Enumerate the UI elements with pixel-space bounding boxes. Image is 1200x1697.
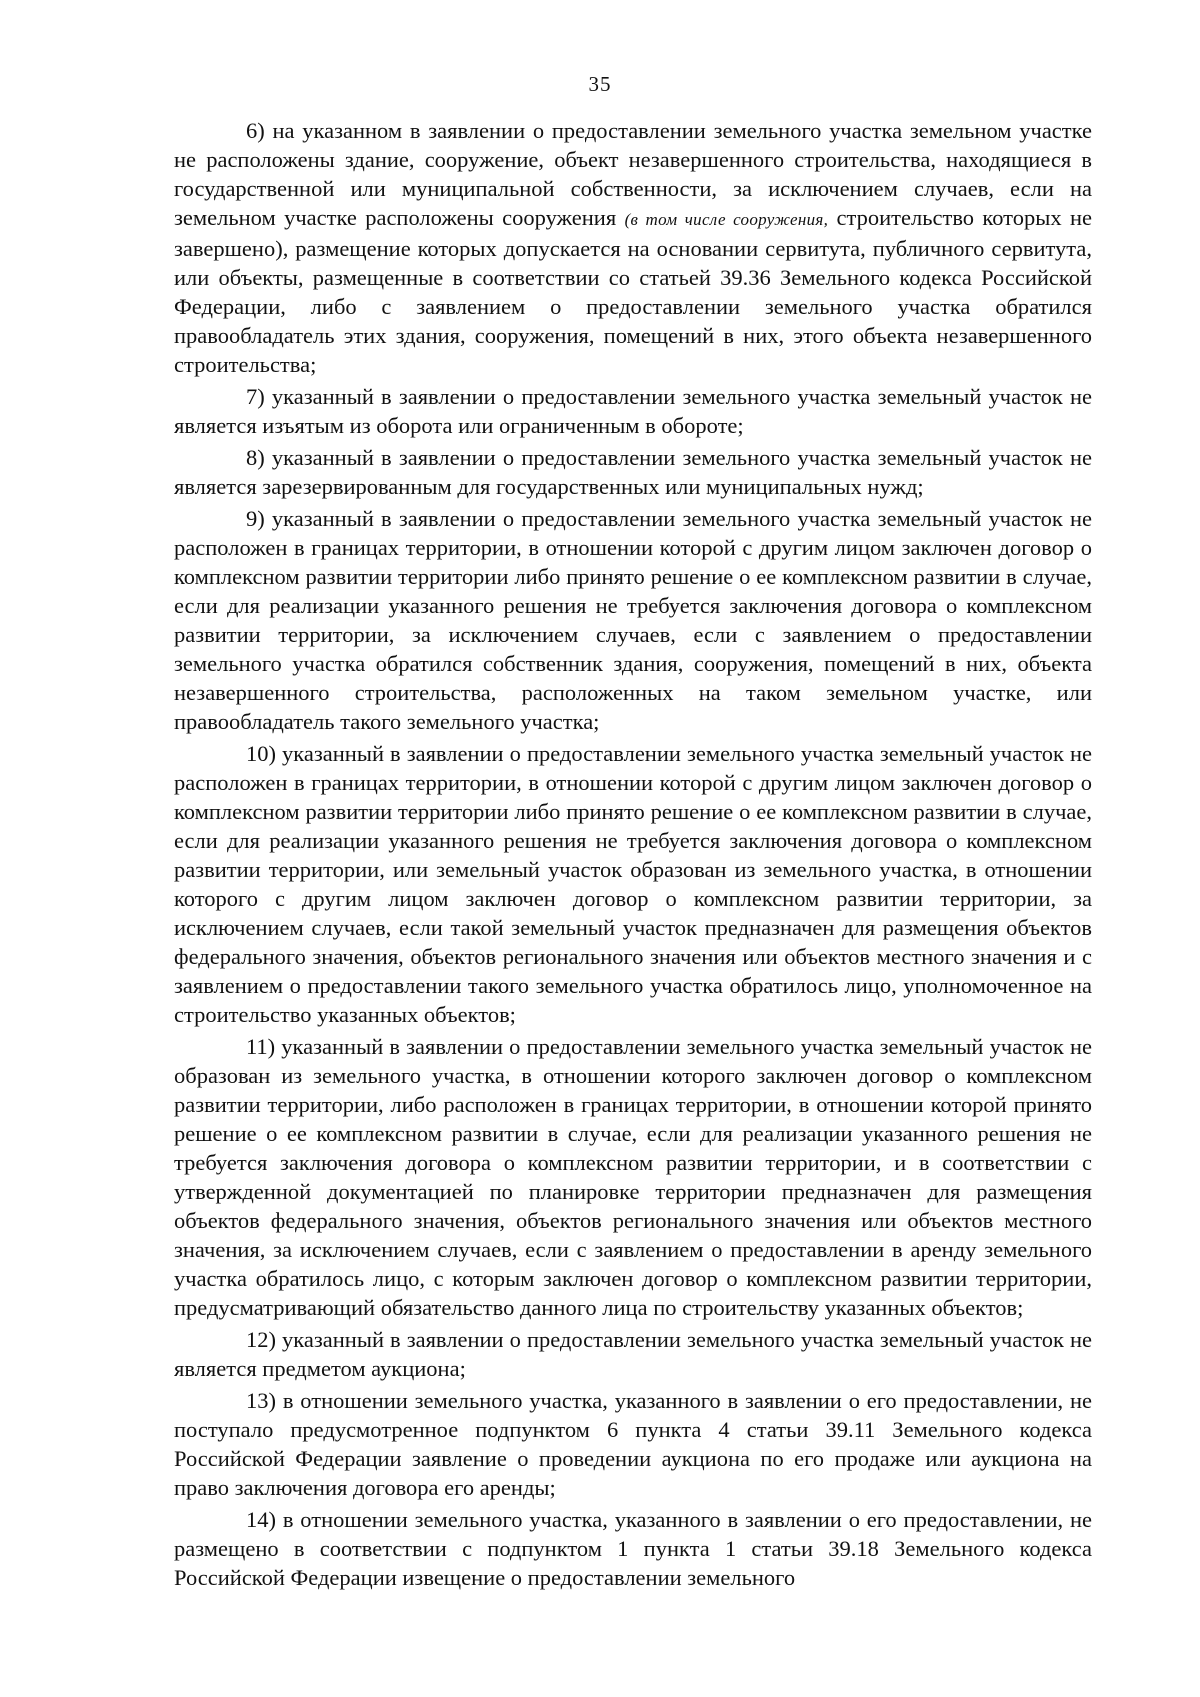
item-text: указанный в заявлении о предоставлении земельного участка земельный участок не расположен в границах территории, в отношении которой с другим лицом заключен договор о комплексном развитии территории либо принято решение о ее комплексном развитии в случае, если для реализации указанного решения не требуется заключения договора о комплексном развитии территории, или земельный участок образован из земельного участка, в отношении которого с другим лицом заключен договор о комплексном развитии территории, за исключением случаев, если такой земельный участок предназначен для размещения объектов федерального значения, объектов регионального значения или объектов местного значения и с заявлением о предоставлении такого земельного участка обратилось лицо, уполномоченное на строительство указанных объектов; (174, 741, 1092, 1027)
item-number: 8) (246, 445, 265, 470)
list-item-11 (174, 1032, 1092, 1322)
item-text-inline-note: (в том числе сооружения, (624, 210, 829, 229)
item-text: в отношении земельного участка, указанного в заявлении о его предоставлении, не размещено в соответствии с подпунктом 1 пункта 1 статьи 39.18 Земельного кодекса Российской Федерации извещение о предоставлении земельного (174, 1507, 1092, 1590)
document-body (174, 116, 1092, 1595)
list-item-7 (174, 382, 1092, 440)
item-number: 12) (246, 1327, 276, 1352)
item-number: 7) (246, 384, 265, 409)
list-item-8 (174, 443, 1092, 501)
list-item-13 (174, 1386, 1092, 1502)
item-text-part: на указанном в заявлении о предоставлении земельного участка земельном участке не расположены здание, сооружение, объект незавершенного строительства, находящиеся в государственной или муниципальной собственности, за исключением случаев, если на земельном участке расположены сооружения (174, 118, 1092, 230)
item-text-part: строительство которых не завершено), размещение которых допускается на основании сервитута, публичного сервитута, или объекты, размещенные в соответствии со статьей 39.36 Земельного кодекса Российской Федерации, либо с заявлением о предоставлении земельного участка обратился правообладатель этих здания, сооружения, помещений в них, этого объекта незавершенного строительства; (174, 205, 1092, 377)
list-item-6 (174, 116, 1092, 379)
item-text: в отношении земельного участка, указанного в заявлении о его предоставлении, не поступало предусмотренное подпунктом 6 пункта 4 статьи 39.11 Земельного кодекса Российской Федерации заявление о проведении аукциона по его продаже или аукциона на право заключения договора его аренды; (174, 1388, 1092, 1500)
page-number: 35 (588, 72, 612, 96)
item-text: указанный в заявлении о предоставлении земельного участка земельный участок не является предметом аукциона; (174, 1327, 1092, 1381)
list-item-14 (174, 1505, 1092, 1592)
item-number: 10) (246, 741, 276, 766)
item-number: 14) (246, 1507, 276, 1532)
item-text: указанный в заявлении о предоставлении земельного участка земельный участок не образован из земельного участка, в отношении которого заключен договор о комплексном развитии территории, либо расположен в границах территории, в отношении которой принято решение о ее комплексном развитии в случае, если для реализации указанного решения не требуется заключения договора о комплексном развитии территории, и в соответствии с утвержденной документацией по планировке территории предназначен для размещения объектов федерального значения, объектов регионального значения или объектов местного значения, за исключением случаев, если с заявлением о предоставлении в аренду земельного участка обратилось лицо, с которым заключен договор о комплексном развитии территории, предусматривающий обязательство данного лица по строительству указанных объектов; (174, 1034, 1092, 1320)
item-number: 6) (246, 118, 265, 143)
item-text: указанный в заявлении о предоставлении земельного участка земельный участок не расположен в границах территории, в отношении которой с другим лицом заключен договор о комплексном развитии территории либо принято решение о ее комплексном развитии в случае, если для реализации указанного решения не требуется заключения договора о комплексном развитии территории, за исключением случаев, если с заявлением о предоставлении земельного участка обратился собственник здания, сооружения, помещений в них, объекта незавершенного строительства, расположенных на таком земельном участке, или правообладатель такого земельного участка; (174, 506, 1092, 734)
item-text: указанный в заявлении о предоставлении земельного участка земельный участок не является зарезервированным для государственных или муниципальных нужд; (174, 445, 1092, 499)
list-item-12 (174, 1325, 1092, 1383)
item-text: указанный в заявлении о предоставлении земельного участка земельный участок не является изъятым из оборота или ограниченным в обороте; (174, 384, 1092, 438)
list-item-9 (174, 504, 1092, 736)
item-number: 11) (246, 1034, 276, 1059)
item-number: 13) (246, 1388, 276, 1413)
item-number: 9) (246, 506, 265, 531)
list-item-10 (174, 739, 1092, 1029)
